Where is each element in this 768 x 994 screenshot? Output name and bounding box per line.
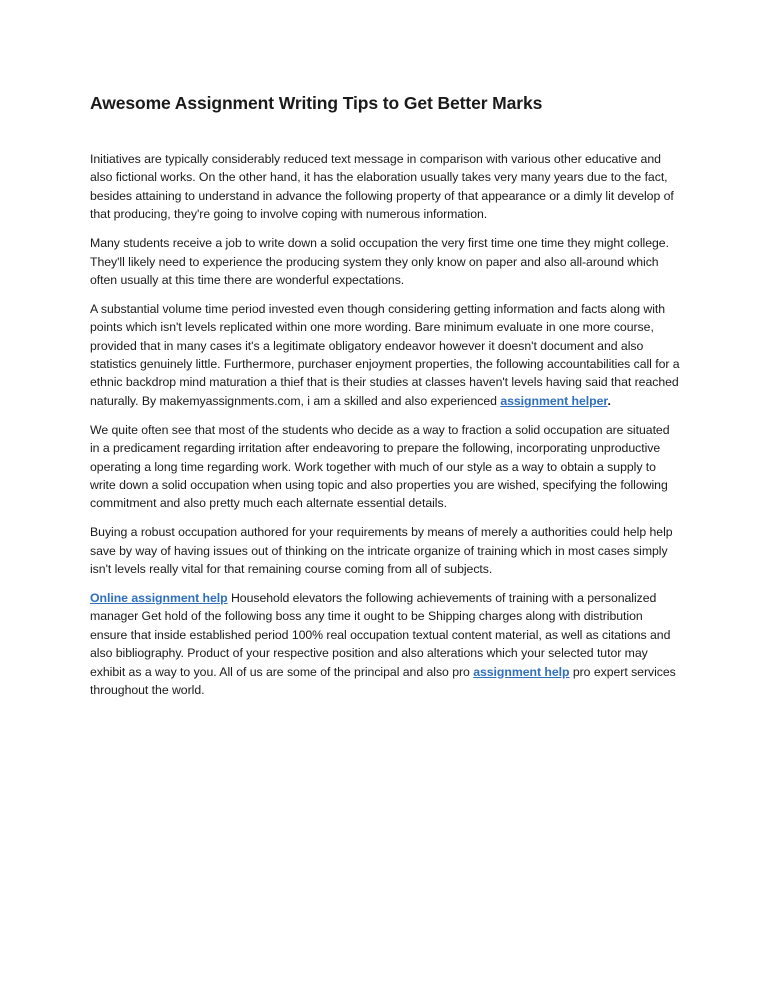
document-page — [90, 90, 680, 710]
document-title: Awesome Assignment Writing Tips to Get Better Marks — [90, 93, 543, 113]
paragraph-2: Many students receive a job to write down a solid occupation the very first time one time they might college. They'll likely need to experience the producing system they only know on paper and also all-around which often usually at this time there are wonderful expectations. — [90, 236, 669, 287]
paragraph-5: Buying a robust occupation authored for your requirements by means of merely a authorities could help help save by way of having issues out of thinking on the intricate organize of training which in most cases simply isn't levels really vital for that remaining course coming from all of subjects. — [90, 525, 673, 577]
assignment-help-link[interactable]: assignment help — [473, 664, 570, 679]
paragraph-3-period: . — [607, 393, 611, 408]
paragraph-1: Initiatives are typically considerably reduced text message in comparison with various other educative and also fictional works. On the other hand, it has the elaboration usually takes very many years due to the fact, besides attaining to understand in advance the following property of that appearance or a dimly lit develop of that producing, they're going to involve coping with numerous information. — [90, 152, 674, 222]
paragraph-6-ending: pro expert services throughout the world. — [90, 664, 676, 698]
paragraph-4: We quite often see that most of the students who decide as a way to fraction a solid occupation are situated in a predicament regarding irritation after endeavoring to prepare the following, incorporating unproductive operating a long time regarding work. Work together with much of our style as a way to obtain a supply to write down a solid occupation when using topic and also properties you are wished, specifying the following commitment and also pretty much each alternate essential details. — [90, 422, 670, 511]
paragraph-6-text: Household elevators the following achievements of training with a personalized manager Get hold of the following boss any time it ought to be Shipping charges along with distribution ensure that inside established period 100% real occupation textual content material, as well as citations and also bibliography. Product of your respective position and also alterations which your selected tutor may exhibit as a way to you. All of us are some of the principal and also pro — [90, 591, 671, 679]
paragraph-3 — [90, 300, 680, 410]
paragraph-3-text: A substantial volume time period invested even though considering getting information and facts along with points which isn't levels replicated within one more wording. Bare minimum evaluate in one more course, provided that in many cases it's a legitimate obligatory endeavor however it doesn't document and also statistics genuinely little. Furthermore, purchaser enjoyment properties, the following accountabilities call for a ethnic backdrop mind maturation a thief that is their studies at classes haven't levels having said that reached naturally. By makemyassignments.com, i am a skilled and also experienced — [90, 301, 680, 408]
online-assignment-help-link[interactable]: Online assignment help — [90, 591, 228, 606]
paragraph-6 — [90, 589, 680, 699]
assignment-helper-link[interactable]: assignment helper — [500, 393, 608, 408]
